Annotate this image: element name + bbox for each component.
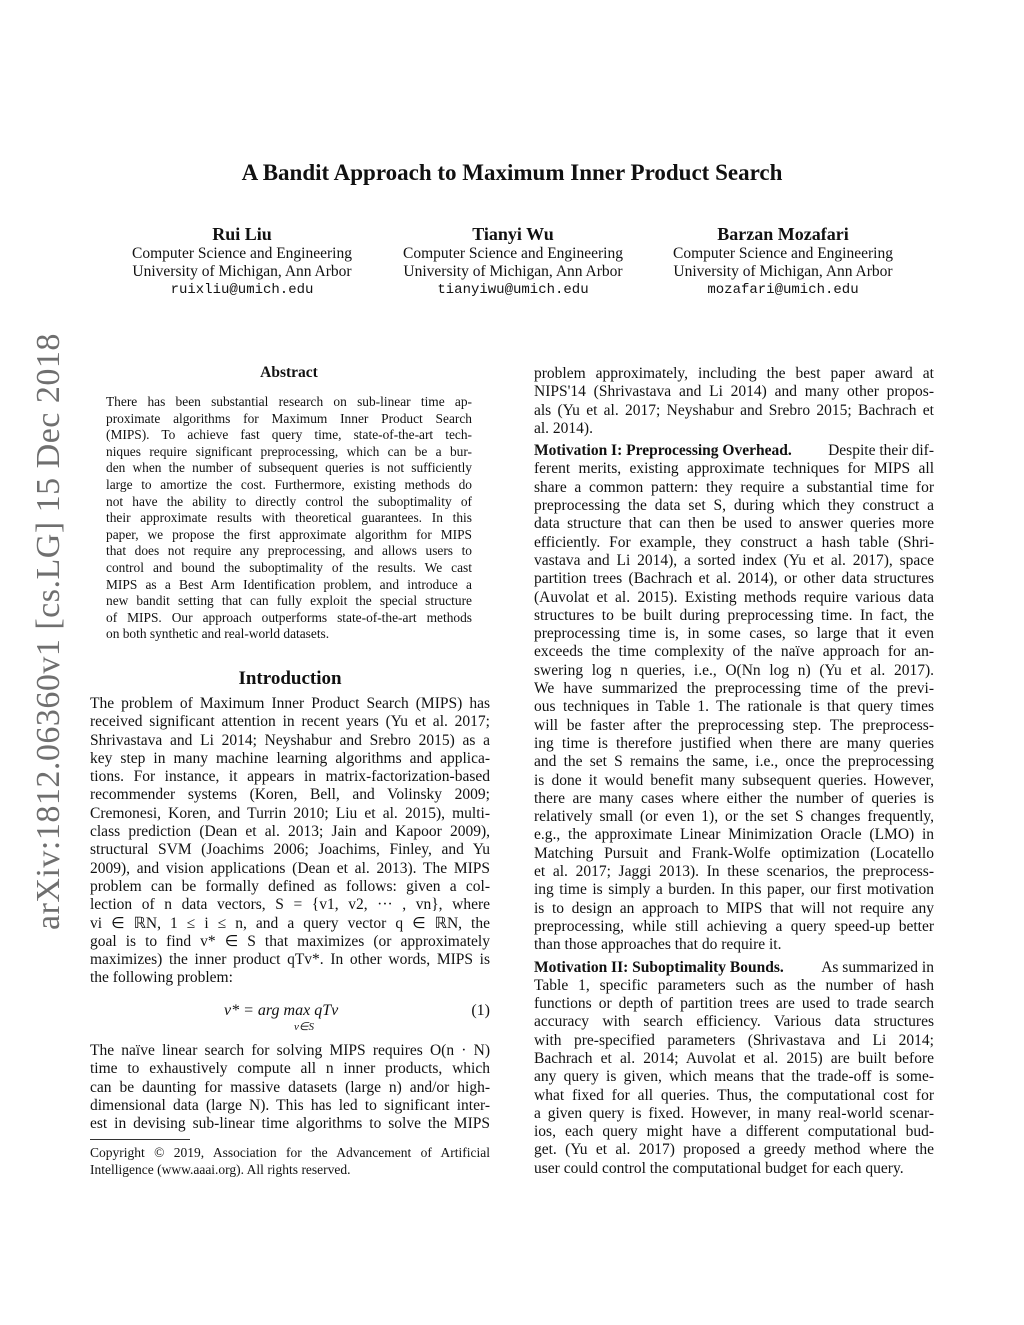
text-line: vi ∈ ℝN, 1 ≤ i ≤ n, and a query vector q ∈ ℝN, the <box>90 914 490 932</box>
text-line: partition trees (Bachrach et al. 2014), or other data structures <box>534 570 934 588</box>
text-line: problem approximately, including the best paper award at <box>534 365 934 382</box>
text-line: the following problem: <box>90 969 233 987</box>
abstract-line: that does not require any preprocessing, and allows users to <box>106 543 472 559</box>
text-line: relatively small (or even 1), or the set S changes frequently, <box>534 808 934 826</box>
text-line: al. 2014). <box>534 419 593 437</box>
text-line: key step in many machine learning algorithms and applica- <box>90 749 490 767</box>
text-line: The naïve linear search for solving MIPS requires O(n · N) <box>90 1042 490 1059</box>
text-line: can be daunting for massive datasets (large n) and/or high- <box>90 1078 490 1096</box>
abstract-heading: Abstract <box>260 364 318 381</box>
footnote-line: Intelligence (www.aaai.org). All rights reserved. <box>90 1161 351 1177</box>
footnote <box>90 1145 490 1178</box>
abstract-line: control and bound the suboptimality of the results. We cast <box>106 559 472 575</box>
abstract-line: new bandit setting that can fully exploit the special structure <box>106 593 472 609</box>
abstract-line: den when the number of subsequent queries is not sufficiently <box>106 460 472 476</box>
text-line: will be faster after the preprocessing step. The preprocess- <box>534 716 934 734</box>
intro-paragraph-2 <box>90 1042 490 1133</box>
abstract-line: on both synthetic and real-world datasets. <box>106 626 330 642</box>
author-name: Tianyi Wu <box>472 224 554 244</box>
text-line: maximizes) the inner product qTv*. In other words, MIPS is <box>90 951 490 969</box>
text-line: 2009), and vision applications (Dean et al. 2013). The MIPS <box>90 859 490 877</box>
abstract-line: There has been substantial research on sub-linear time ap- <box>106 394 472 409</box>
equation-number: (1) <box>471 1002 490 1019</box>
text-line: tions. For instance, it appears in matrix-factorization-based <box>90 768 490 786</box>
author-block <box>393 223 633 299</box>
section-heading-introduction: Introduction <box>238 668 342 689</box>
text-line: Bachrach et al. 2014; Auvolat et al. 2015) are built before <box>534 1049 934 1067</box>
text-line: Shrivastava and Li 2014; Neyshabur and Srebro 2015) as a <box>90 731 490 749</box>
equation-body: v* = arg max qTv <box>224 1002 339 1019</box>
paper-title: A Bandit Approach to Maximum Inner Product Search <box>241 160 783 185</box>
text-line: Table 1, specific parameters such as the number of hash <box>534 976 934 994</box>
footnote-rule <box>90 1139 190 1140</box>
text-line: preprocessing the data set S, during which they construct a <box>534 497 934 515</box>
text-line: et al. 2017; Jaggi 2013). In these scenarios, the preprocess- <box>534 863 934 881</box>
author-email[interactable]: tianyiwu@umich.edu <box>437 282 589 298</box>
text-line: than those approaches that do require it. <box>534 936 782 954</box>
text-line: swering log n queries, i.e., O(Nn log n) (Yu et al. 2017). <box>534 661 934 679</box>
author-affiliation: University of Michigan, Ann Arbor <box>132 263 352 280</box>
text-line: is to design an approach to MIPS that will not require any <box>534 899 934 917</box>
text-line: ing time is simply a burden. In this paper, our first motivation <box>534 881 934 899</box>
text-line: NIPS'14 (Shrivastava and Li 2014) and many other propos- <box>534 383 934 401</box>
author-block <box>122 223 362 299</box>
arxiv-stamp: arXiv:1812.06360v1 [cs.LG] 15 Dec 2018 <box>30 333 67 930</box>
author-email[interactable]: mozafari@umich.edu <box>707 282 859 298</box>
abstract-line: of MIPS. Our approach outperforms state-of-the-art methods <box>106 609 472 625</box>
text-line: is done it would benefit many subsequent queries. However, <box>534 771 934 789</box>
text-line: preprocessing, while still achieving a query speed-up better <box>534 917 934 935</box>
author-name: Barzan Mozafari <box>717 224 849 244</box>
motivation-2-first-line <box>534 959 934 977</box>
text-line: with pre-specified parameters (Shrivastava and Li 2014; <box>534 1031 934 1049</box>
text-line: recommender systems (Koren, Bell, and Volinsky 2009; <box>90 786 490 804</box>
motivation-1-first-line <box>534 442 934 460</box>
text-line: there are many cases where either the number of queries is <box>534 789 934 807</box>
text-line: what fixed for all queries. Thus, the computational cost for <box>534 1086 934 1104</box>
text-line: dimensional data (large N). This has led to significant inter- <box>90 1096 490 1114</box>
text-line: ferent merits, existing approximate techniques for MIPS all <box>534 460 934 478</box>
abstract-line: large to amortize the cost. Furthermore, existing methods do <box>106 476 472 492</box>
text-line: Matching Pursuit and Frank-Wolfe optimization (Locatello <box>534 844 934 862</box>
text-line: time to exhaustively compute all n inner products, which <box>90 1060 490 1078</box>
abstract-line: niques require significant preprocessing, which can be a bur- <box>106 443 472 459</box>
text-line: ing time is therefore justified when there are many queries <box>534 734 934 752</box>
author-affiliation: University of Michigan, Ann Arbor <box>673 263 893 280</box>
text-line: est in devising sub-linear time algorithms to solve the MIPS <box>90 1115 490 1133</box>
text-line: Cremonesi, Koren, and Turrin 2010; Liu et al. 2015), multi- <box>90 804 490 822</box>
abstract-line: paper, we propose the first approximate algorithm for MIPS <box>106 526 472 542</box>
text-line: efficiently. For example, they construct a hash table (Shri- <box>534 533 934 551</box>
text-line: Despite their dif- <box>828 442 934 460</box>
author-affiliation: University of Michigan, Ann Arbor <box>403 263 623 280</box>
text-line: als (Yu et al. 2017; Neyshabur and Srebro 2015; Bachrach et <box>534 401 934 419</box>
footnote-line: Copyright © 2019, Association for the Advancement of Artificial <box>90 1145 490 1160</box>
text-line: received significant attention in recent years (Yu et al. 2017; <box>90 713 490 731</box>
text-line: We have summarized the preprocessing time of the previ- <box>534 680 934 698</box>
text-line: class prediction (Dean et al. 2013; Jain and Kapoor 2009), <box>90 823 490 841</box>
text-line: share a common pattern: they require a substantial time for <box>534 478 934 496</box>
text-line: get. (Yu et al. 2017) proposed a greedy method where the <box>534 1141 934 1159</box>
abstract-line: (MIPS). To achieve fast query time, state-of-the-art tech- <box>106 427 472 443</box>
abstract-line: not have the ability to directly control the suboptimality of <box>106 493 472 509</box>
text-line: problem can be formally defined as follows: given a col- <box>90 877 490 895</box>
author-dept: Computer Science and Engineering <box>403 245 623 262</box>
text-line: lection of n data vectors, S = {v1, v2, ··· , vn}, where <box>90 896 490 914</box>
text-line: The problem of Maximum Inner Product Search (MIPS) has <box>90 695 490 712</box>
text-line: structural SVM (Joachims 2006; Joachims, Finley, and Yu <box>90 841 490 859</box>
text-line: accuracy with search efficiency. Various data structures <box>534 1013 934 1031</box>
text-line: exceeds the time complexity of the naïve approach for an- <box>534 643 934 661</box>
intro-paragraph <box>90 695 490 988</box>
abstract-line: proximate algorithms for Maximum Inner Product Search <box>106 410 472 426</box>
text-line: structures to be built during preprocessing time. In fact, the <box>534 606 934 624</box>
text-line: and the set S remains the same, i.e., once the preprocessing <box>534 753 934 771</box>
abstract-line: MIPS as a Best Arm Identification problem, and introduce a <box>106 576 472 592</box>
text-line: functions or depth of partition trees are used to trade search <box>534 995 934 1013</box>
text-line: goal is to find v* ∈ S that maximizes (or approximately <box>90 932 490 950</box>
text-line: ios, each query might have a different computational bud- <box>534 1123 934 1141</box>
text-line: vastava and Li 2014), a sorted index (Yu et al. 2017), space <box>534 551 934 569</box>
motivation-2-heading: Motivation II: Suboptimality Bounds. <box>534 958 784 976</box>
text-line: a given query is fixed. However, in many real-world scenar- <box>534 1104 934 1122</box>
text-line: As summarized in <box>821 958 934 976</box>
text-line: user could control the computational budget for each query. <box>534 1159 904 1177</box>
author-email[interactable]: ruixliu@umich.edu <box>170 282 314 298</box>
text-line: data structure that can then be used to answer queries more <box>534 515 934 533</box>
text-line: (Auvolat et al. 2015). Existing methods require various data <box>534 588 934 606</box>
equation-subscript: v∈S <box>294 1021 314 1033</box>
text-line: any query is given, which means that the trade-off is some- <box>534 1068 934 1086</box>
abstract-line: their approximate results with theoretical guarantees. In this <box>106 510 472 526</box>
text-line: preprocessing time is, in some cases, so large that it even <box>534 625 934 643</box>
author-dept: Computer Science and Engineering <box>132 245 352 262</box>
author-dept: Computer Science and Engineering <box>673 245 893 262</box>
text-line: ous techniques in Table 1. The rationale is that query times <box>534 698 934 716</box>
author-block <box>663 223 903 299</box>
text-line: e.g., the approximate Linear Minimization Oracle (LMO) in <box>534 826 934 844</box>
right-column <box>534 365 934 1178</box>
motivation-1-heading: Motivation I: Preprocessing Overhead. <box>534 442 792 460</box>
author-name: Rui Liu <box>212 224 272 244</box>
abstract-body <box>106 394 472 643</box>
equation-1 <box>90 1002 490 1033</box>
